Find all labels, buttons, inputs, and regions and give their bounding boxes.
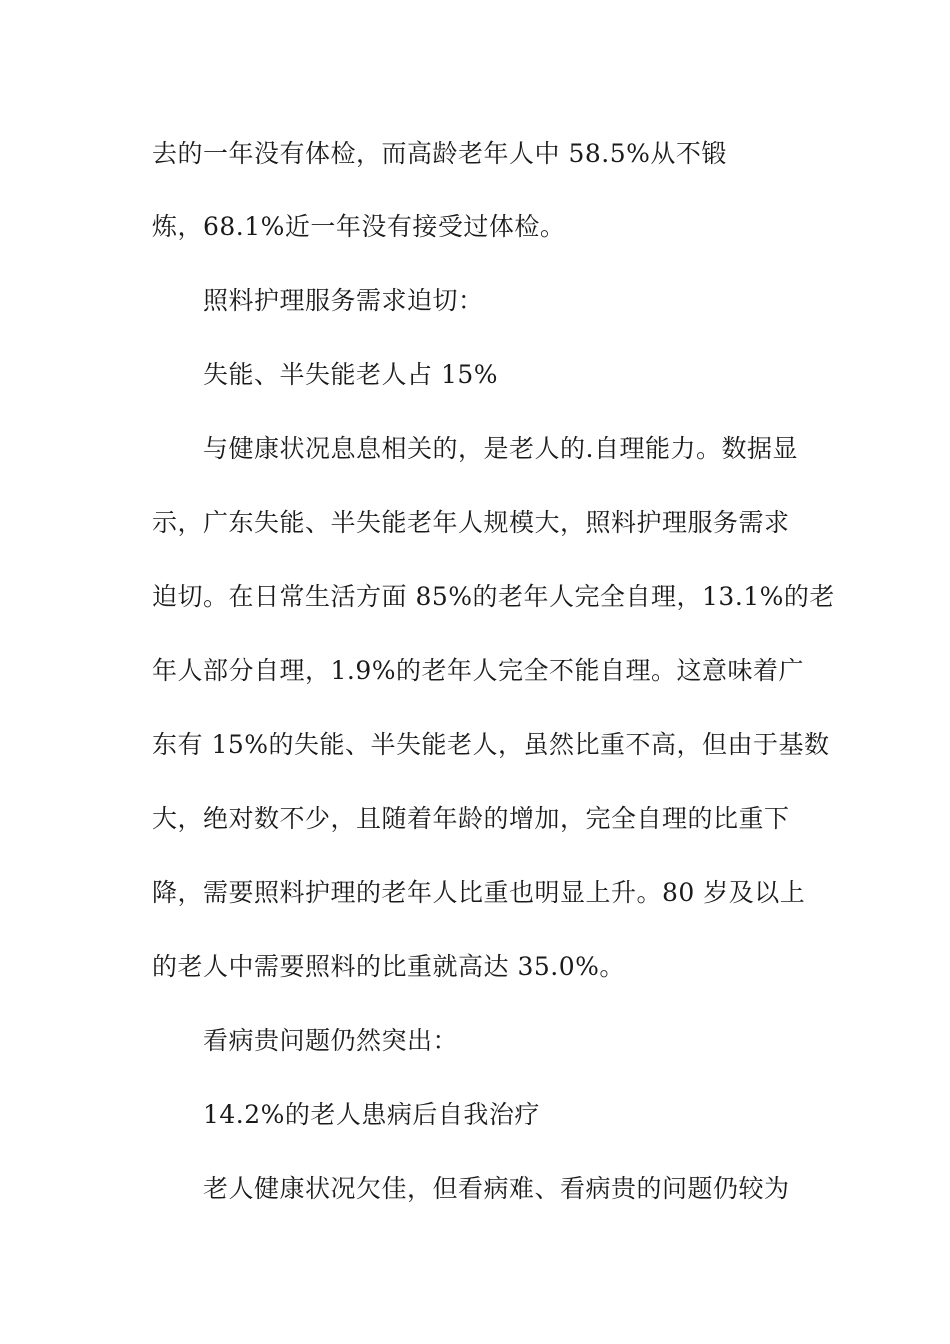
paragraph-line: 示，广东失能、半失能老年人规模大，照料护理服务需求 (152, 508, 790, 537)
paragraph-line: 降，需要照料护理的老年人比重也明显上升。80 岁及以上 (152, 878, 806, 907)
paragraph-line: 去的一年没有体检，而高龄老年人中 58.5%从不锻 (152, 139, 727, 168)
paragraph-line: 东有 15%的失能、半失能老人，虽然比重不高，但由于基数 (152, 730, 830, 759)
paragraph-line: 大，绝对数不少，且随着年龄的增加，完全自理的比重下 (152, 804, 790, 833)
paragraph-line: 炼，68.1%近一年没有接受过体检。 (152, 212, 566, 241)
paragraph-line: 年人部分自理，1.9%的老年人完全不能自理。这意味着广 (152, 656, 805, 685)
paragraph-line: 迫切。在日常生活方面 85%的老年人完全自理，13.1%的老 (152, 582, 835, 611)
paragraph-line: 的老人中需要照料的比重就高达 35.0%。 (152, 952, 625, 981)
paragraph-line: 与健康状况息息相关的，是老人的.自理能力。数据显 (203, 434, 798, 463)
section-heading: 看病贵问题仍然突出： (203, 1026, 459, 1055)
section-heading: 照料护理服务需求迫切： (203, 286, 484, 315)
section-subheading: 失能、半失能老人占 15% (203, 360, 499, 389)
paragraph-line: 老人健康状况欠佳，但看病难、看病贵的问题仍较为 (203, 1174, 790, 1203)
section-subheading: 14.2%的老人患病后自我治疗 (203, 1100, 540, 1129)
